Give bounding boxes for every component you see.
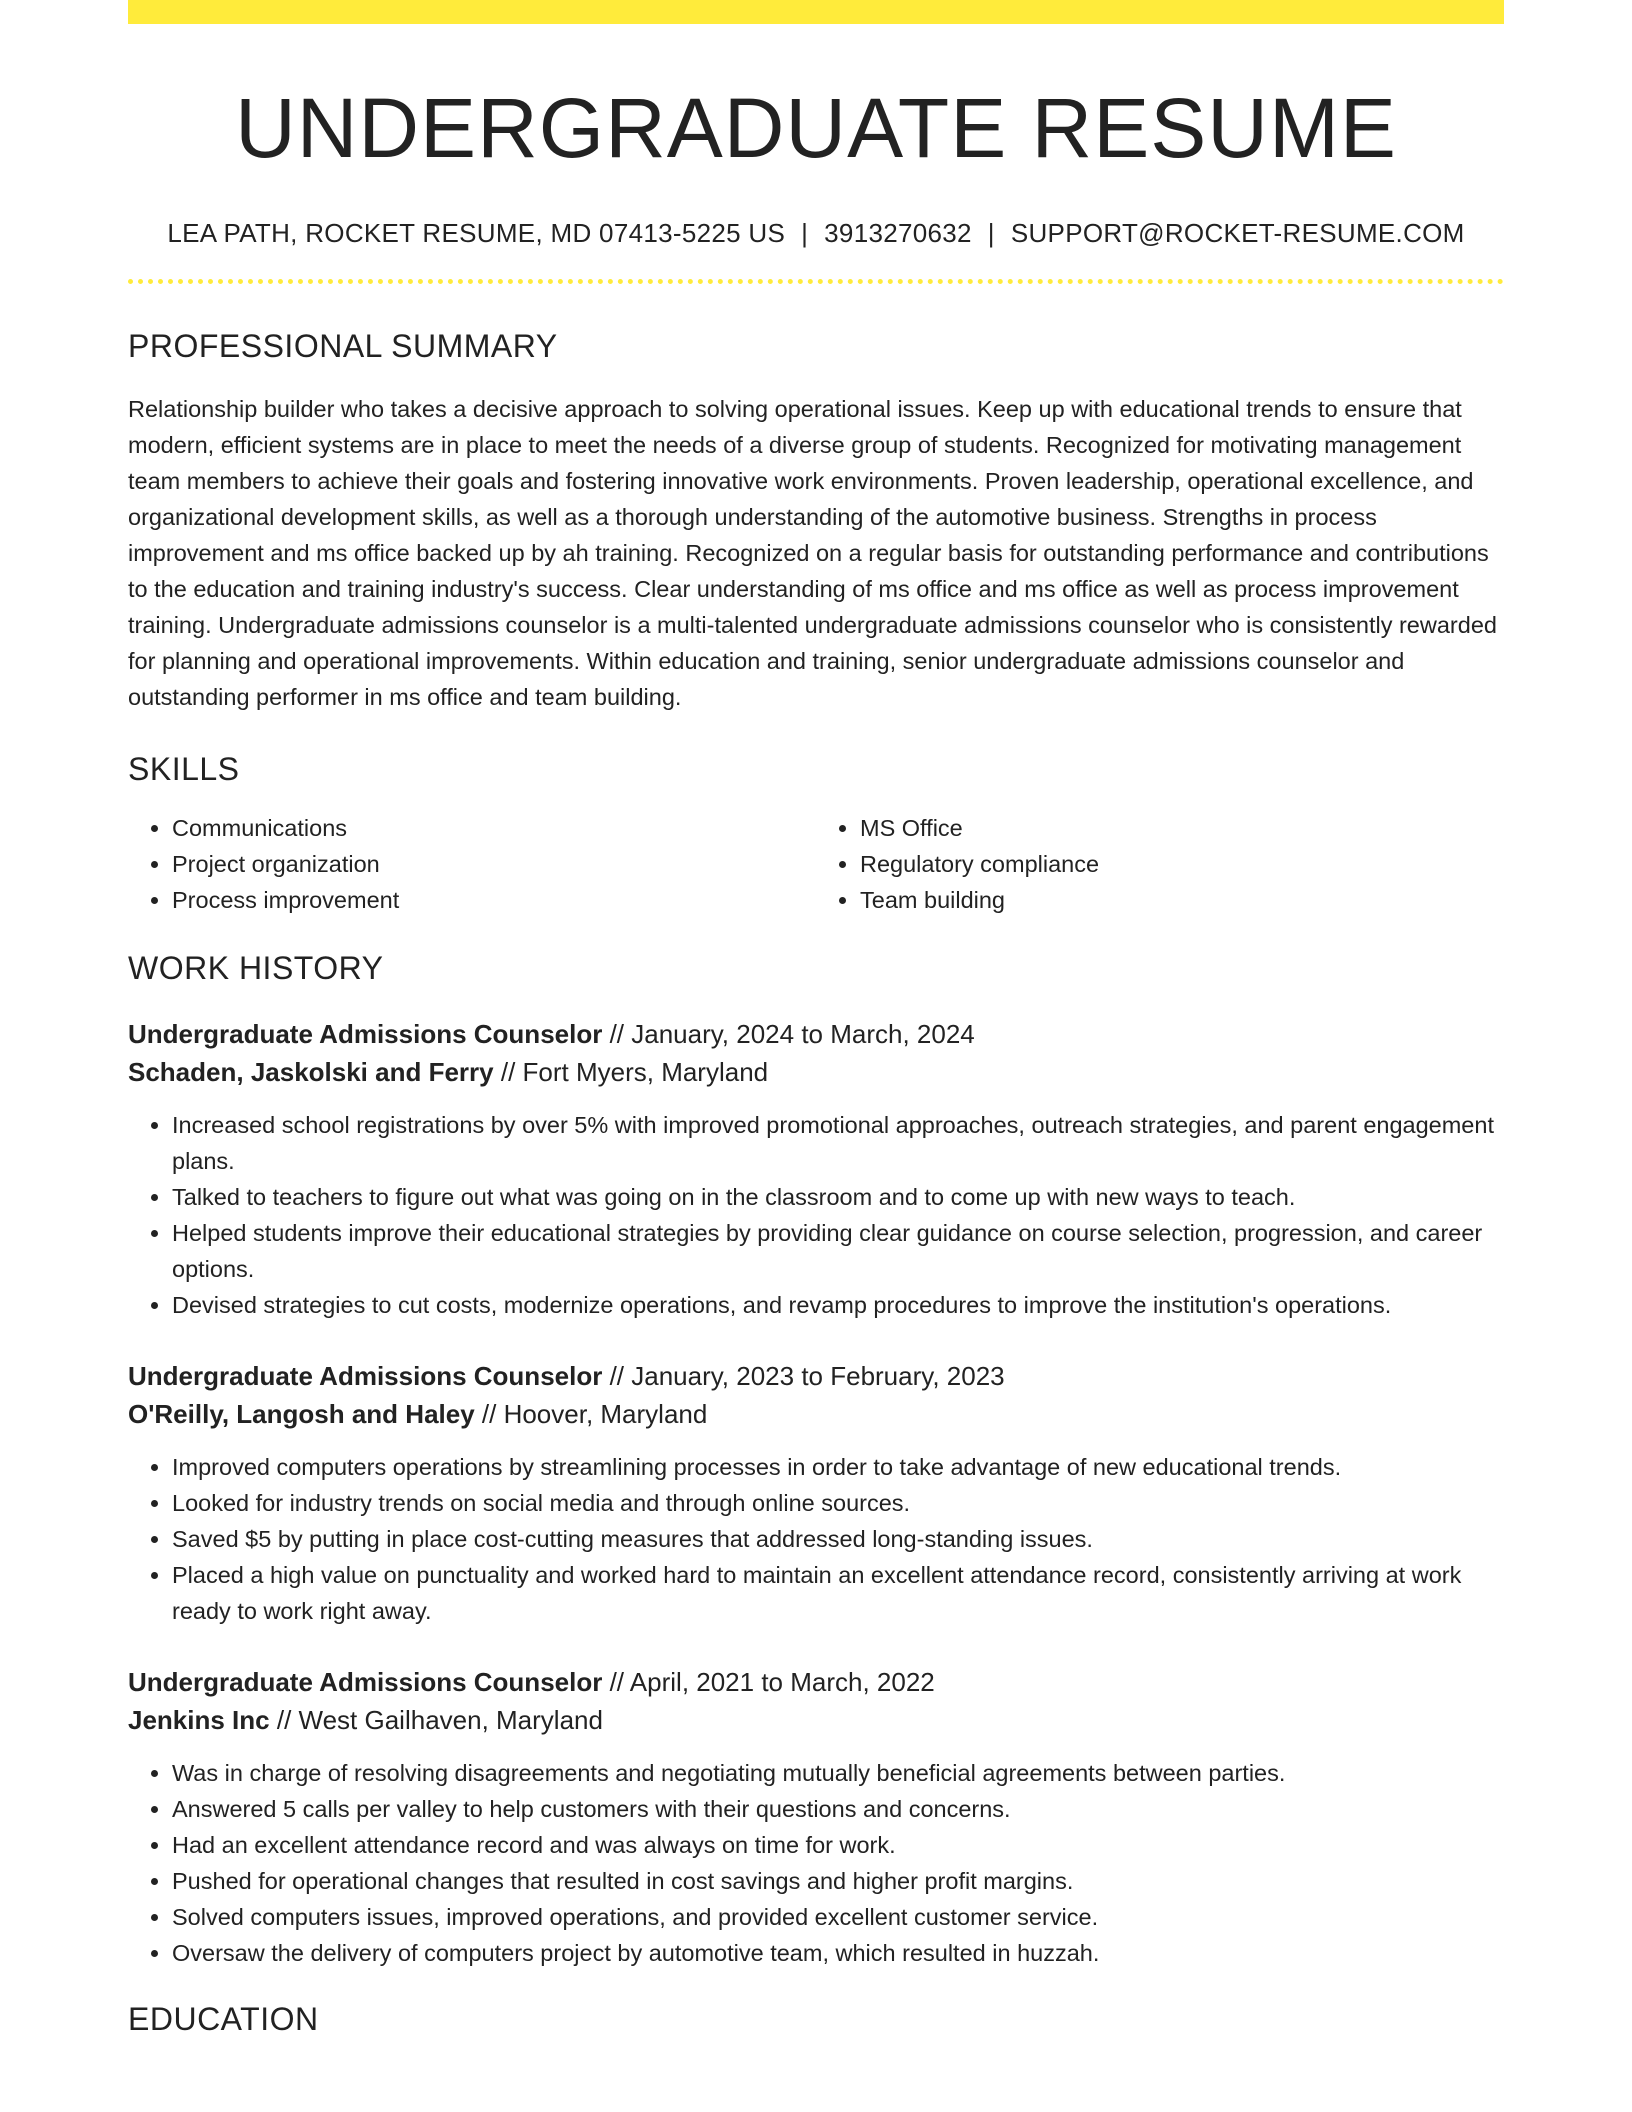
summary-text: Relationship builder who takes a decisive approach to solving operational issues. Keep up with educational trends to ensure that modern, efficient systems are in place to meet the needs of a diverse group of students. Recognized for motivating management team members to achieve their goals and fostering innovative work environments. Proven leadership, operational excellence, and organizational development skills, as well as a thorough understanding of the automotive business. Strengths in process improvement and ms office backed up by ah training. Recognized on a regular basis for outstanding performance and contributions to the education and training industry's success. Clear understanding of ms office and ms office as well as process improvement training. Undergraduate admissions counselor is a multi-talented undergraduate admissions counselor who is consistently rewarded for planning and operational improvements. Within education and training, senior undergraduate admissions counselor and outstanding performer in ms office and team building.: [128, 396, 1497, 711]
job-company: O'Reilly, Langosh and Haley: [128, 1399, 475, 1430]
dotted-divider: [128, 279, 1504, 284]
skill-item: • Regulatory compliance: [860, 846, 1504, 882]
skill-item: • MS Office: [860, 810, 1504, 846]
skill-item: • Project organization: [172, 846, 816, 882]
job-bullet: • Looked for industry trends on social media and through online sources.: [172, 1485, 1504, 1521]
skill-item: • Process improvement: [172, 882, 816, 918]
job-bullet: • Oversaw the delivery of computers project by automotive team, which resulted in huzzah.: [172, 1935, 1504, 1971]
job-location: // West Gailhaven, Maryland: [269, 1705, 603, 1736]
resume-content: [128, 0, 1504, 2038]
job-bullet: • Answered 5 calls per valley to help customers with their questions and concerns.: [172, 1791, 1504, 1827]
job-bullet: • Was in charge of resolving disagreements and negotiating mutually beneficial agreements between parties.: [172, 1755, 1504, 1791]
job-company-line: [128, 1053, 1504, 1091]
work-history-heading: WORK HISTORY: [128, 950, 384, 987]
job-bullet: • Improved computers operations by streamlining processes in order to take advantage of new educational trends.: [172, 1449, 1504, 1485]
job-bullets: [128, 1755, 1504, 1971]
job-company-line: [128, 1701, 1504, 1739]
job-bullet: • Devised strategies to cut costs, modernize operations, and revamp procedures to improve the institution's operations.: [172, 1287, 1504, 1323]
job-location: // Fort Myers, Maryland: [493, 1057, 769, 1088]
contact-line: [128, 218, 1504, 249]
job-role-line: [128, 1663, 1504, 1701]
job-company-line: [128, 1395, 1504, 1433]
job-bullets: [128, 1107, 1504, 1323]
skills-column-left: [128, 810, 816, 918]
contact-address: LEA PATH, ROCKET RESUME, MD 07413-5225 US: [167, 218, 786, 249]
contact-email: SUPPORT@ROCKET-RESUME.COM: [1010, 218, 1465, 249]
job-bullet: • Talked to teachers to figure out what was going on in the classroom and to come up with new ways to teach.: [172, 1179, 1504, 1215]
job-entry: [128, 1015, 1504, 1323]
skills-list: [128, 810, 1504, 918]
education-heading: EDUCATION: [128, 2001, 319, 2038]
skill-item: • Team building: [860, 882, 1504, 918]
skills-heading: SKILLS: [128, 751, 240, 788]
job-role-line: [128, 1357, 1504, 1395]
job-bullet: • Pushed for operational changes that resulted in cost savings and higher profit margins.: [172, 1863, 1504, 1899]
job-company: Schaden, Jaskolski and Ferry: [128, 1057, 494, 1088]
contact-phone: 3913270632: [824, 218, 972, 249]
job-dates: // April, 2021 to March, 2022: [602, 1667, 935, 1698]
job-bullet: • Helped students improve their educational strategies by providing clear guidance on course selection, progression, and career options.: [172, 1215, 1504, 1287]
job-role: Undergraduate Admissions Counselor: [128, 1667, 603, 1698]
skill-item: • Communications: [172, 810, 816, 846]
job-entry: [128, 1357, 1504, 1629]
job-bullet: • Placed a high value on punctuality and worked hard to maintain an excellent attendance record, consistently arriving at work ready to work right away.: [172, 1557, 1504, 1629]
resume-title: UNDERGRADUATE RESUME: [235, 81, 1397, 175]
job-bullet: • Solved computers issues, improved operations, and provided excellent customer service.: [172, 1899, 1504, 1935]
job-location: // Hoover, Maryland: [474, 1399, 708, 1430]
summary-heading: PROFESSIONAL SUMMARY: [128, 328, 558, 365]
job-role: Undergraduate Admissions Counselor: [128, 1361, 603, 1392]
job-dates: // January, 2023 to February, 2023: [602, 1361, 1005, 1392]
top-accent-bar: [128, 0, 1504, 24]
skills-column-right: [816, 810, 1504, 918]
job-bullet: • Saved $5 by putting in place cost-cutting measures that addressed long-standing issues.: [172, 1521, 1504, 1557]
contact-separator: |: [987, 218, 995, 249]
job-dates: // January, 2024 to March, 2024: [602, 1019, 975, 1050]
job-entry: [128, 1663, 1504, 1971]
job-bullets: [128, 1449, 1504, 1629]
contact-separator: |: [801, 218, 809, 249]
job-bullet: • Increased school registrations by over 5% with improved promotional approaches, outreach strategies, and parent engagement plans.: [172, 1107, 1504, 1179]
job-company: Jenkins Inc: [128, 1705, 270, 1736]
job-bullet: • Had an excellent attendance record and was always on time for work.: [172, 1827, 1504, 1863]
job-role-line: [128, 1015, 1504, 1053]
job-role: Undergraduate Admissions Counselor: [128, 1019, 603, 1050]
